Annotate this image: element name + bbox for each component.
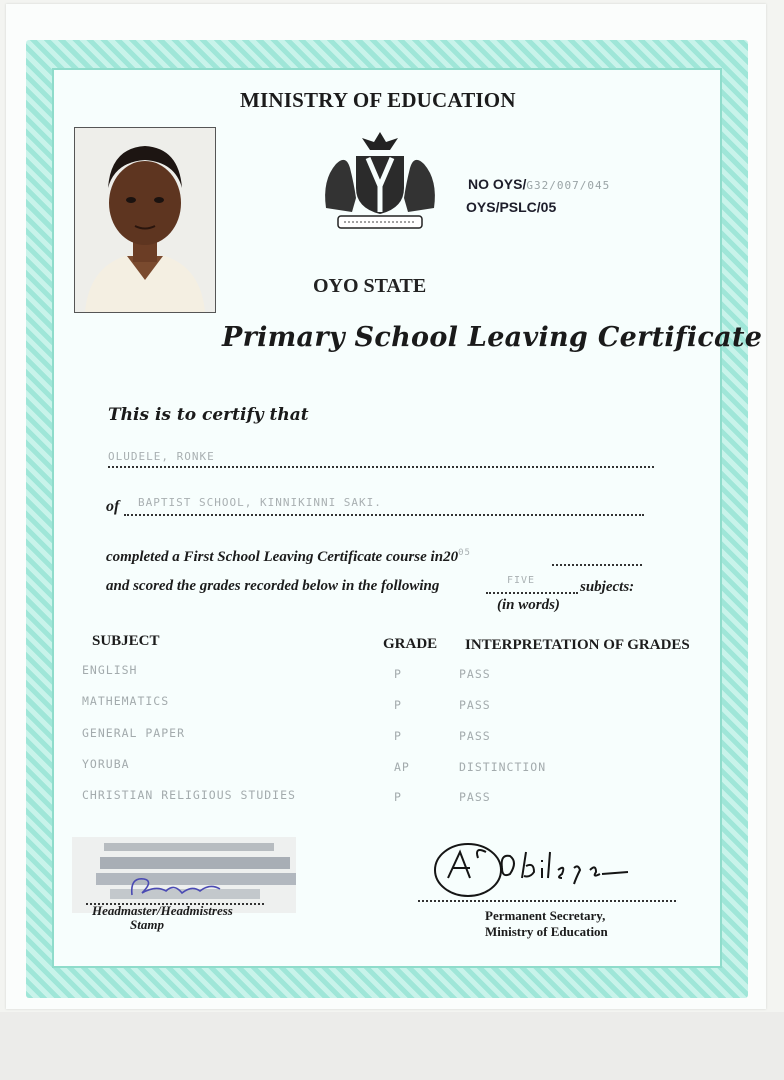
permanent-secretary-label: Permanent Secretary,	[485, 908, 606, 923]
scan-background	[0, 1012, 784, 1080]
school-line	[124, 514, 644, 516]
table-row-interpretation: DISTINCTION	[459, 760, 547, 774]
pupil-name-line	[108, 466, 654, 468]
table-row-grade: P	[394, 729, 402, 743]
permanent-secretary-signature-line	[418, 900, 676, 902]
table-row-grade: P	[394, 698, 402, 712]
table-row-interpretation: PASS	[459, 790, 491, 804]
certify-statement: This is to certify that	[108, 405, 309, 425]
table-row-subject: YORUBA	[82, 757, 130, 771]
headmaster-label: Headmaster/Headmistress	[92, 903, 233, 918]
certificate-series: OYS/PSLC/05	[466, 199, 557, 215]
ministry-label: Ministry of Education	[485, 924, 608, 939]
permanent-secretary-signature	[430, 838, 640, 900]
grade-column-header: GRADE	[383, 636, 438, 652]
year-prefix: 20	[443, 549, 459, 565]
pupil-name: OLUDELE, RONKE	[108, 450, 215, 463]
in-words-note: (in words)	[497, 597, 560, 613]
table-row-interpretation: PASS	[459, 729, 491, 743]
certificate-number-value: G32/007/045	[526, 179, 611, 192]
subject-column-header: SUBJECT	[92, 633, 160, 649]
stamp-label: Stamp	[130, 917, 164, 932]
table-row-grade: P	[394, 790, 402, 804]
coat-of-arms-emblem	[316, 128, 444, 234]
certificate-number-label: NO OYS/	[468, 176, 527, 192]
certificate-title: Primary School Leaving Certificate	[222, 322, 763, 353]
table-row-interpretation: PASS	[459, 698, 491, 712]
table-row-grade: P	[394, 667, 402, 681]
scored-statement: and scored the grades recorded below in the following	[106, 578, 440, 594]
of-label: of	[106, 498, 120, 515]
table-row-grade: AP	[394, 760, 410, 774]
year-line	[552, 564, 642, 566]
table-row-subject: CHRISTIAN RELIGIOUS STUDIES	[82, 788, 296, 802]
subjects-label: subjects:	[580, 579, 635, 595]
subject-count-line	[486, 592, 578, 594]
ministry-heading: MINISTRY OF EDUCATION	[240, 88, 516, 112]
interpretation-column-header: INTERPRETATION OF GRADES	[465, 637, 690, 653]
year-suffix: 05	[458, 548, 471, 558]
course-statement	[106, 548, 471, 566]
course-text: completed a First School Leaving Certificate course in	[106, 549, 444, 565]
table-row-subject: ENGLISH	[82, 663, 138, 677]
certificate-number	[468, 176, 610, 192]
pupil-photo	[74, 127, 216, 313]
school-name: BAPTIST SCHOOL, KINNIKINNI SAKI.	[138, 496, 382, 509]
table-row-subject: GENERAL PAPER	[82, 726, 186, 740]
subject-count: FIVE	[507, 575, 536, 586]
state-heading: OYO STATE	[313, 275, 427, 297]
table-row-subject: MATHEMATICS	[82, 694, 170, 708]
table-row-interpretation: PASS	[459, 667, 491, 681]
